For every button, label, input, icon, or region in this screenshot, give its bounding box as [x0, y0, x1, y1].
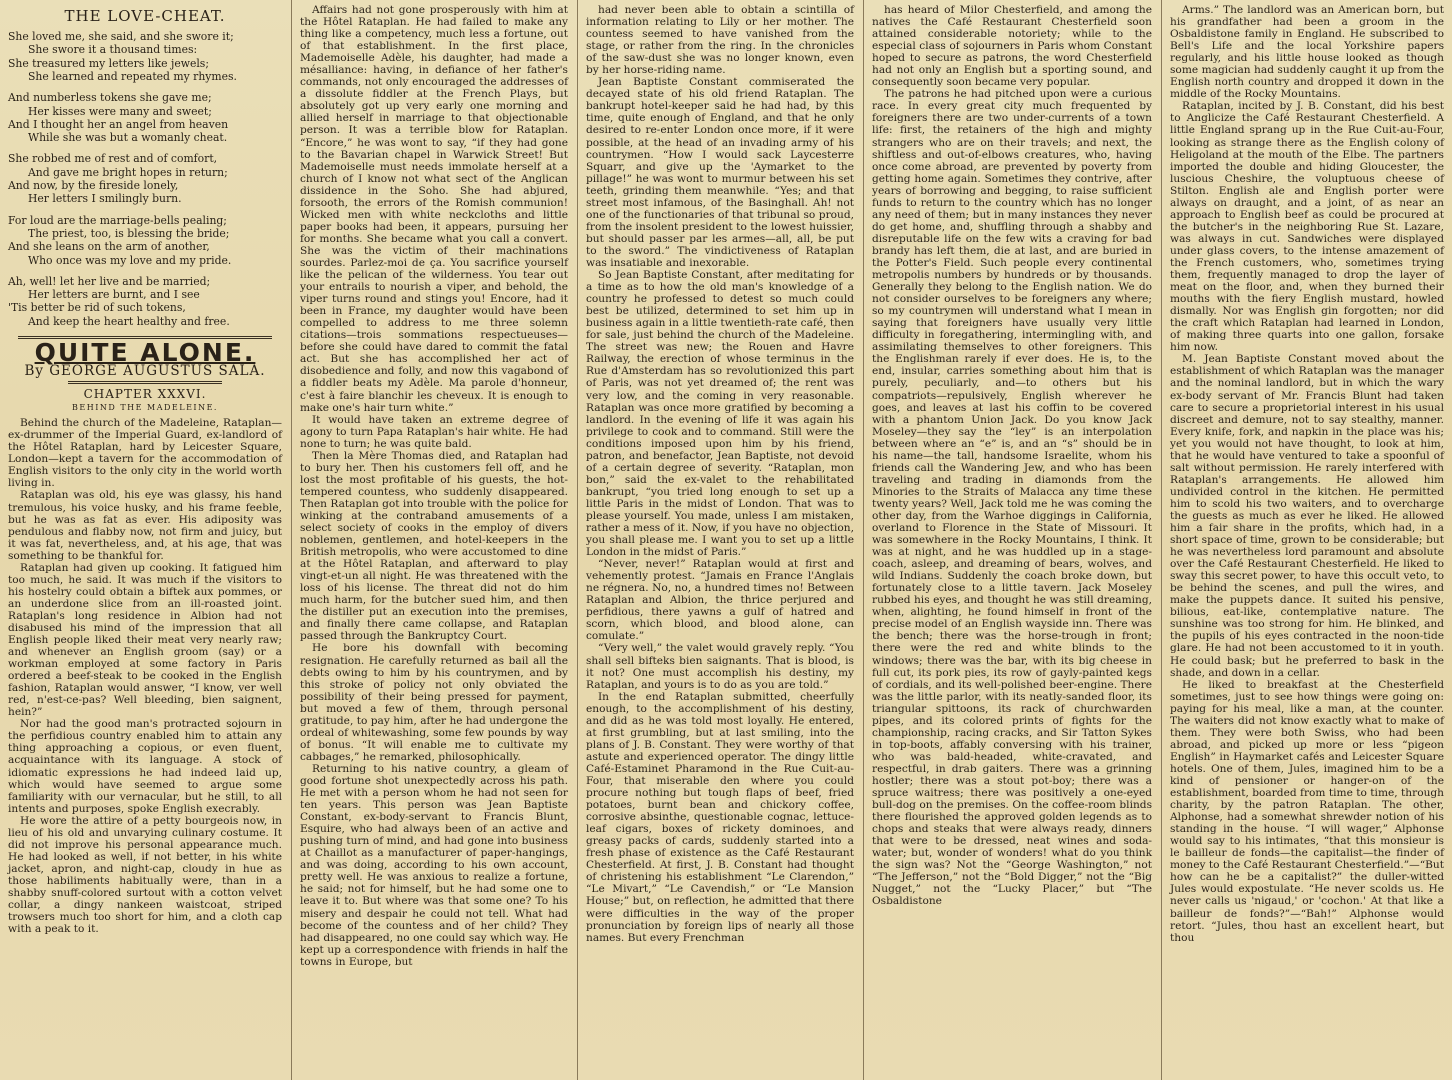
article-paragraph: He wore the attire of a petty bourgeois now, in lieu of his old and unvarying culinary costume. It did not improve his personal appearance much. He had looked as well, if not better, in his white jacket, apron, and night-cap, cloudy in hue as those habiliments habitually were, than in a shabby snuff-colored surtout with a cotton velvet collar, a dingy nankeen waistcoat, striped trowsers much too short for him, and a cloth cap with a peak to it.: [8, 814, 282, 936]
column-5: [1162, 0, 1452, 1080]
poem-line: Ah, well! let her live and be married;: [8, 274, 211, 288]
poem-line: She robbed me of rest and of comfort,: [8, 152, 218, 166]
article-paragraph: Rataplan, incited by J. B. Constant, did his best to Anglicize the Café Restaurant Chesterfield. A little England sprang up in the Rue Cuit-au-Four, looking as strange there as the English colony of Heligoland at the mouth of the Elbe. The partners imported the double and hiding Gloucester, the luscious Cheshire, the voluptuous cheese of Stilton. English ale and English porter were always on draught, and a joint, of as near an approach to English beef as could be procured at the butcher's in the neighboring Rue St. Lazare, was always in cut. Sandwiches were displayed under glass covers, to the intense amazement of the French customers, who, sometimes trying them, frequently managed to drop the layer of meat on the floor, and, when they burned their mouths with the fiery English mustard, howled dismally. Nor was English gin forgotten; nor did the craft which Rataplan had learned in London, of making three quarts into one gallon, forsake him now.: [1170, 100, 1444, 354]
article-paragraph: It would have taken an extreme degree of agony to turn Papa Rataplan's hair white. He had none to turn; he was quite bald.: [300, 413, 568, 450]
story-byline: By GEORGE AUGUSTUS SALA.: [24, 363, 266, 380]
poem-line: Who once was my love and my pride.: [28, 253, 232, 267]
article-paragraph: He bore his downfall with becoming resignation. He carefully returned as bail all the debts owing to him by his countrymen, and by this stroke of policy not only obviated the possibility of their being pressed for payment, but moved a few of them, through personal gratitude, to pay him, after he had undergone the ordeal of whitewashing, some few pounds by way of bonus. “It will enable me to cultivate my cabbages,” he remarked, philosophically.: [300, 642, 568, 763]
poem-line: And gave me bright hopes in return;: [28, 165, 228, 179]
article-paragraph: has heard of Milor Chesterfield, and among the natives the Café Restaurant Chesterfield soon attained considerable notoriety; while to the especial class of sojourners in Paris whom Constant hoped to secure as patrons, the word Chesterfield had not only an English but a sporting sound, and consequently soon became very popular.: [872, 4, 1152, 89]
poem-body: [8, 30, 282, 328]
article-paragraph: Rataplan was old, his eye was glassy, his hand tremulous, his voice husky, and his frame feeble, but he was as fat as ever. His adiposity was pendulous and flabby now, not firm and juicy, but it was fat, nevertheless, and, at his age, that was something to be thankful for.: [8, 489, 282, 562]
article-paragraph: Arms.” The landlord was an American born, but his grandfather had been a groom in the Osbaldistone family in England. He subscribed to Bell's Life and the local Yorkshire papers regularly, and his little house looked as though some magician had suddenly caught it up from the English north country and dropped it down in the middle of the Rocky Mountains.: [1170, 4, 1444, 101]
article-paragraph: Affairs had not gone prosperously with him at the Hôtel Rataplan. He had failed to make any thing like a competency, much less a fortune, out of that establishment. In the first place, Mademoiselle Adèle, his daughter, had made a mésalliance: having, in defiance of her father's commands, not only encouraged the addresses of a dissolute fiddler at the French Plays, but absolutely got up very early one morning and allied herself in marriage to that objectionable person. It was a terrible blow for Rataplan. “Encore,” he was wont to say, “if they had gone to the Bavarian chapel in Warwick Street! But Mademoiselle must needs immolate herself at a church of I know not what sect of the Anglican dissidence in the Soho. She had abjured, forsooth, the errors of the Romish communion! Wicked men with white neckcloths and little paper books had been, it appears, pursuing her for months. She became what you call a convert. She was the victim of their machinations sourdes. Parlez-moi de ça. You sacrifice yourself like the pelican of the wilderness. You tear out your entrails to nourish a viper, and behold, the viper turns round and stings you! Encore, had it been in France, my daughter would have been compelled to address to me three solemn citations—trois sommations respectueuses—before she could have dared to commit the fatal act. But she has accomplished her act of disobedience and folly, and now this vagabond of a fiddler beats my Adèle. Ma parole d'honneur, c'est à faire blanchir les cheveux. It is enough to make one's hair turn white.”: [300, 4, 568, 414]
chapter-heading: CHAPTER XXXVI.: [83, 387, 207, 402]
poem-stanza: [8, 30, 282, 83]
poem-line: She loved me, she said, and she swore it;: [8, 30, 234, 44]
article-paragraph: Behind the church of the Madeleine, Rataplan—ex-drummer of the Imperial Guard, ex-landlord of the Hôtel Rataplan, hard by Leicester Square, London—kept a tavern for the accommodation of English visitors to the only city in the world worth living in.: [8, 417, 282, 490]
poem-stanza: [8, 152, 282, 205]
poem-stanza: [8, 214, 282, 267]
poem-line: Her letters I smilingly burn.: [28, 192, 182, 206]
column-body: [872, 4, 1152, 908]
article-paragraph: The patrons he had pitched upon were a curious race. In every great city much frequented by foreigners there are two under-currents of a town life: first, the retainers of the high and mighty strangers who are on their travels; and next, the shiftless and out-of-elbows creatures, who, having once come abroad, are prevented by poverty from getting home again. Sometimes they contrive, after years of borrowing and begging, to raise sufficient funds to return to the country which has no longer any need of them; but in many instances they never do get home, and, shuffling through a shabby and disreputable life on the few wits a craving for bad brandy has left them, die at last, and are buried in the Potter's Field. Such people every continental metropolis numbers by hundreds or by thousands. Generally they belong to the English nation. We do not consider ourselves to be foreigners any where; so my countrymen will understand what I mean in saying that foreigners have usually very little difficulty in foregathering, intermingling with, and assimilating themselves to other foreigners. This the Englishman rarely if ever does. He is, to the end, insular, carries something about him that is purely, peculiarly, and—to others but his compatriots—repulsively, English wherever he goes, and leaves at last his coffin to be covered with a phantom Union Jack. Do you know Jack Moseley—they say the “ley” is an interpolation between where an “e” is, and an “s” should be in his name—the tall, handsome Israelite, whom his friends call the Wandering Jew, and who has been traveling and trading in diamonds from the Minories to the Straits of Malacca any time these twenty years? Well, Jack told me he was coming the other day, from the Warhoe diggings in California, overland to Florence in the State of Missouri. It was somewhere in the Rocky Mountains, I think. It was at night, and he was huddled up in a stage-coach, asleep, and dreaming of bears, wolves, and wild Indians. Suddenly the coach broke down, but fortunately close to a little tavern. Jack Moseley rubbed his eyes, and thought he was still dreaming, when, alighting, he found himself in front of the precise model of an English wayside inn. There was the bench; there was the horse-trough in front; there were the red and white blinds to the windows; there was the bar, with its big cheese in full cut, its pork pies, its row of gayly-painted kegs of cordials, and its well-polished beer-engine. There was the little parlor, with its neatly-sanded floor, its triangular spittoons, its rack of churchwarden pipes, and its colored prints of fights for the championship, racing cracks, and Sir Tatton Sykes in top-boots, affably conversing with his trainer, who was bald-headed, white-cravated, and respectful, in drab gaiters. There was a grinning hostler; there was a stout pot-boy; there was a spruce waitress; there was positively a one-eyed bull-dog on the premises. On the coffee-room blinds there flourished the approved golden legends as to chops and steaks that were always ready, dinners that were to be dressed, neat wines and soda-water; but, wonder of wonders! what do you think the sign was? Not the “George Washington,” not “The Jefferson,” not the “Bold Digger,” not the “Big Nugget,” not the “Lucky Placer,” but “The Osbaldistone: [872, 88, 1152, 908]
column-1: [0, 0, 290, 1080]
article-paragraph: So Jean Baptiste Constant, after meditating for a time as to how the old man's knowledge of a country he professed to detest so much could best be utilized, determined to set him up in business again in a little twentieth-rate café, then for sale, just behind the church of the Madeleine. The street was new; the Rouen and Havre Railway, the erection of whose terminus in the Rue d'Amsterdam has so revolutionized this part of Paris, was not yet dreamed of; the rent was very low, and the coming in very reasonable. Rataplan was once more gratified by becoming a landlord. In the evening of life it was again his privilege to cook and to command. Still were the conditions imposed upon him by his friend, patron, and benefactor, Jean Baptiste, not devoid of a certain degree of severity. “Rataplan, mon bon,” said the ex-valet to the rehabilitated bankrupt, “you tried long enough to set up a little Paris in the midst of London. That was to please yourself. You made, unless I am mistaken, rather a mess of it. Now, if you have no objection, you shall please me. I want you to set up a little London in the midst of Paris.”: [586, 269, 854, 559]
article-paragraph: had never been able to obtain a scintilla of information relating to Lily or her mother. The countess seemed to have vanished from the stage, or rather from the ring. In the chronicles of the saw-dust she was no longer known, even by her horse-riding name.: [586, 4, 854, 77]
poem-line: She learned and repeated my rhymes.: [28, 69, 237, 83]
poem-line: And I thought her an angel from heaven: [8, 117, 229, 131]
article-paragraph: “Very well,” the valet would gravely reply. “You shall sell bifteks bien saignants. That is blood, is it not? One must accomplish his destiny, my Rataplan, and yours is to do as you are told.”: [586, 642, 854, 691]
story-title: QUITE ALONE.: [34, 337, 256, 367]
column-4: [864, 0, 1160, 1080]
byline-divider: [68, 381, 222, 384]
poem-line: And numberless tokens she gave me;: [8, 91, 212, 105]
column-body: [8, 417, 282, 935]
poem-line: The priest, too, is blessing the bride;: [28, 226, 230, 240]
article-paragraph: In the end Rataplan submitted, cheerfully enough, to the accomplishment of his destiny, and did as he was told most loyally. He entered, at first grumbling, but at last smiling, into the plans of J. B. Constant. They were worthy of that astute and experienced operator. The dingy little Café-Estaminet Pharamond in the Rue Cuit-au-Four, that miserable den where you could procure nothing but tough flaps of beef, fried potatoes, burnt bean and chickory coffee, corrosive absinthe, questionable cognac, lettuce-leaf cigars, boxes of rickety dominoes, and greasy packs of cards, suddenly started into a fresh phase of existence as the Café Restaurant Chesterfield. At first, J. B. Constant had thought of christening his establishment “Le Clarendon,” “Le Mivart,” “Le Cavendish,” or “Le Mansion House;” but, on reflection, he admitted that there were difficulties in the way of the proper pronunciation by foreign lips of nearly all those names. But every Frenchman: [586, 690, 854, 944]
article-paragraph: He liked to breakfast at the Chesterfield sometimes, just to see how things were going on: paying for his meal, like a man, at the counter. The waiters did not know exactly what to make of them. They were both Swiss, who had been abroad, and picked up more or less “pigeon English” in Haymarket cafés and Leicester Square hotels. One of them, Jules, imagined him to be a kind of pensioner or hanger-on of the establishment, boarded from time to time, through charity, by the patron Rataplan. The other, Alphonse, had a somewhat shrewder notion of his standing in the house. “I will wager,” Alphonse would say to his intimates, “that this monsieur is le bailleur de fonds—the capitalist—the finder of money to the Café Restaurant Chesterfield.”—“But how can he be a capitalist?” the duller-witted Jules would expostulate. “He never scolds us. He never calls us 'nigaud,' or 'cochon.' At that like a bailleur de fonds?”—“Bah!” Alphonse would retort. “Jules, thou hast an excellent heart, but thou: [1170, 678, 1444, 944]
poem-stanza: [8, 275, 282, 328]
poem-line: She swore it a thousand times:: [28, 43, 198, 57]
column-body: [300, 4, 568, 968]
poem-line: Her letters are burnt, and I see: [28, 288, 200, 302]
article-paragraph: Returning to his native country, a gleam of good fortune shot unexpectedly across his path. He met with a person whom he had not seen for ten years. This person was Jean Baptiste Constant, ex-body-servant to Francis Blunt, Esquire, who had always been of an active and pushing turn of mind, and had gone into business at Chaillot as a manufacturer of paper-hangings, and was doing, according to his own account, pretty well. He was anxious to realize a fortune, he said; not for himself, but he had some one to leave it to. But where was that some one? To his misery and despair he could not tell. What had become of the countess and of her child? They had disappeared, no one could say which way. He kept up a correspondence with friends in half the towns in Europe, but: [300, 762, 568, 968]
chapter-subheading: BEHIND THE MADELEINE.: [72, 403, 218, 413]
column-body: [1170, 4, 1444, 944]
poem-line: And keep the heart healthy and free.: [28, 314, 230, 328]
poem-line: And now, by the fireside lonely,: [8, 179, 179, 193]
column-body: [586, 4, 854, 944]
poem-line: While she was but a womanly cheat.: [28, 131, 228, 145]
column-3: [578, 0, 862, 1080]
article-paragraph: Jean Baptiste Constant commiserated the decayed state of his old friend Rataplan. The bankrupt hotel-keeper said he had had, by this time, quite enough of England, and that he only desired to re-enter London once more, if it were possible, at the head of an invading army of his countrymen. “How I would sack Laycesterre Squarr, and give up the 'Aymarket to the pillage!” he was wont to murmur between his set teeth, grinding them meanwhile. “Yes; and that street most infamous, of the Basinghall. Ah! not one of the functionaries of that tribunal so proud, from the insolent president to the lowest huissier, but should passer par les armes—all, all, be put to the sword.” The vindictiveness of Rataplan was insatiable and inexorable.: [586, 76, 854, 269]
article-paragraph: Then la Mère Thomas died, and Rataplan had to bury her. Then his customers fell off, and he lost the most profitable of his guests, the hot-tempered countess, who suddenly disappeared. Then Rataplan got into trouble with the police for winking at the contraband amusements of a select society of cooks in the employ of divers noblemen, gentlemen, and hotel-keepers in the British metropolis, who were accustomed to dine at the Hôtel Rataplan, and afterward to play vingt-et-un all night. He was threatened with the loss of his license. The threat did not do him much harm, for the butcher sued him, and then the distiller put an execution into the premises, and finally there came collapse, and Rataplan passed through the Bankruptcy Court.: [300, 449, 568, 643]
poem-line: For loud are the marriage-bells pealing;: [8, 213, 227, 227]
poem-line: Her kisses were many and sweet;: [28, 104, 212, 118]
poem-line: She treasured my letters like jewels;: [8, 56, 209, 70]
article-paragraph: M. Jean Baptiste Constant moved about the establishment of which Rataplan was the manager and the nominal landlord, but in which the wary ex-body servant of Mr. Francis Blunt had taken care to secure a proprietorial interest in his usual discreet and demure, not to say stealthy, manner. Every knife, fork, and napkin in the place was his; yet you would not have thought, to look at him, that he would have ventured to take a spoonful of salt without permission. He rarely interfered with Rataplan's arrangements. He allowed him undivided control in the kitchen. He permitted him to scold his two waiters, and to overcharge the guests as much as ever he liked. He allowed him a fair share in the profits, which had, in a short space of time, grown to be considerable; but he was nevertheless lord paramount and absolute over the Café Restaurant Chesterfield. He liked to sway this secret power, to have this occult veto, to be behind the scenes, and pull the wires, and make the puppets dance. It suited his pensive, bilious, eat-like, contemplative nature. The sunshine was too strong for him. He blinked, and the pupils of his eyes contracted in the noon-tide glare. He had not been accustomed to it in youth. He could bask; but he preferred to bask in the shade, and down in a cellar.: [1170, 353, 1444, 679]
poem-stanza: [8, 91, 282, 144]
article-paragraph: Rataplan had given up cooking. It fatigued him too much, he said. It was much if the visitors to his hostelry could obtain a biftek aux pommes, or an underdone slice from an ill-roasted joint. Rataplan's long residence in Albion had not disabused his mind of the impression that all English people liked their meat very nearly raw; and whenever an English groom (say) or a workman employed at some factory in Paris ordered a beef-steak to be cooked in the English fashion, Rataplan would answer, “I know, ver well red, n'est-ce-pas? Well bleeding, bien saignent, hein?”: [8, 561, 282, 719]
poem-line: 'Tis better be rid of such tokens,: [8, 301, 186, 315]
poem-line: And she leans on the arm of another,: [8, 240, 210, 254]
article-paragraph: Nor had the good man's protracted sojourn in the perfidious country enabled him to attain any thing approaching a copious, or even fluent, acquaintance with its language. A stock of idiomatic expressions he had indeed laid up, which would have seemed to argue some familiarity with our vernacular, but he still, to all intents and purposes, spoke English execrably.: [8, 718, 282, 815]
poem-title: THE LOVE-CHEAT.: [64, 7, 226, 25]
article-paragraph: “Never, never!” Rataplan would at first and vehemently protest. “Jamais en France l'Anglais ne régnera. No, no, a hundred times no! Between Rataplan and Albion, the thrice perjured and perfidious, there yawns a gulf of hatred and scorn, which blood, and blood alone, can comulate.”: [586, 558, 854, 643]
column-2: [292, 0, 576, 1080]
